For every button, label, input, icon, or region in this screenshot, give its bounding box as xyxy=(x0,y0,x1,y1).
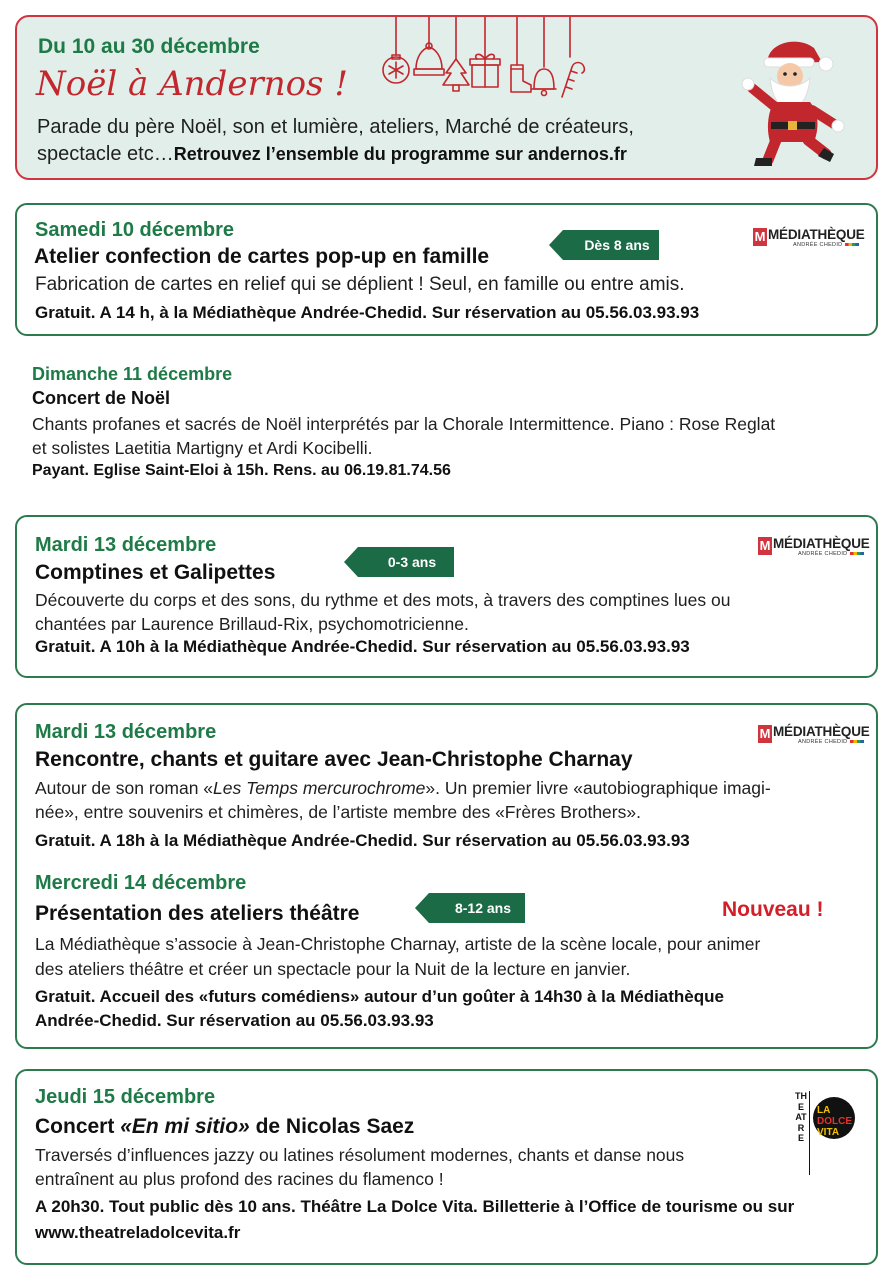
event-6-body-2: entraînent au plus profond des racines du flamenco ! xyxy=(35,1169,444,1189)
event-4-title: Rencontre, chants et guitare avec Jean-Christophe Charnay xyxy=(35,748,633,771)
program-link[interactable]: Retrouvez l’ensemble du programme sur andernos.fr xyxy=(173,144,627,164)
event-2-body-1: Chants profanes et sacrés de Noël interprétés par la Chorale Intermittence. Piano : Rose Reglat xyxy=(32,414,776,434)
event-5-title: Présentation des ateliers théâtre xyxy=(35,902,360,925)
theatre-logo-la: LA xyxy=(817,1105,831,1116)
age-badge-e3: 0-3 ans xyxy=(358,547,454,577)
theatre-vertical-label: THEATRE xyxy=(795,1091,807,1143)
event-4-info: Gratuit. A 18h à la Médiathèque Andrée-Chedid. Sur réservation au 05.56.03.93.93 xyxy=(35,831,690,850)
new-label: Nouveau ! xyxy=(722,898,824,921)
event-4-date: Mardi 13 décembre xyxy=(35,721,217,743)
mediatheque-logo-sub: ANDRÉE CHEDID xyxy=(798,739,848,745)
age-badge-e1: Dès 8 ans xyxy=(563,230,659,260)
event-6-info-1: A 20h30. Tout public dès 10 ans. Théâtre La Dolce Vita. Billetterie à l’Office de tourisme ou sur xyxy=(35,1197,795,1216)
event-4-body-1 xyxy=(35,776,771,801)
mediatheque-logo-dots xyxy=(850,740,864,743)
event-6-title-a: Concert xyxy=(35,1115,121,1138)
event-6-title xyxy=(35,1115,414,1139)
mediatheque-logo-e3 xyxy=(758,535,870,559)
event-1-info: Gratuit. A 14 h, à la Médiathèque Andrée-Chedid. Sur réservation au 05.56.03.93.93 xyxy=(35,303,700,322)
event-6-body-1: Traversés d’influences jazzy ou latines résolument modernes, chants et danse nous xyxy=(35,1145,685,1165)
event-2-date: Dimanche 11 décembre xyxy=(32,364,233,384)
event-1-date: Samedi 10 décembre xyxy=(35,219,234,241)
age-badge-e5: 8-12 ans xyxy=(429,893,525,923)
mediatheque-logo-letter: M xyxy=(759,726,771,741)
event-4-body-2: née», entre souvenirs et chimères, de l’artiste membre des «Frères Brothers». xyxy=(35,802,641,822)
event-5-body-2: des ateliers théâtre et créer un spectacle pour la Nuit de la lecture en janvier. xyxy=(35,959,631,979)
event-2-title: Concert de Noël xyxy=(32,388,171,408)
mediatheque-logo-e4 xyxy=(758,723,870,747)
event-2-body-2: et solistes Laetitia Martigny et Ardi Kocibelli. xyxy=(32,438,373,458)
mediatheque-logo-letter: M xyxy=(759,538,771,553)
christmas-ornaments-icon xyxy=(376,17,594,99)
theatre-logo-vita: VITA xyxy=(817,1127,840,1138)
event-3-date: Mardi 13 décembre xyxy=(35,534,217,556)
santa-claus-icon xyxy=(738,30,850,170)
mediatheque-logo-main: MÉDIATHÈQUE xyxy=(768,227,865,242)
event-5-date: Mercredi 14 décembre xyxy=(35,872,247,894)
mediatheque-logo-letter: M xyxy=(754,229,766,244)
event-3-info: Gratuit. A 10h à la Médiathèque Andrée-Chedid. Sur réservation au 05.56.03.93.93 xyxy=(35,637,690,656)
event-6-date: Jeudi 15 décembre xyxy=(35,1086,216,1108)
event-6-title-b: de Nicolas Saez xyxy=(249,1115,415,1138)
mediatheque-logo-e1 xyxy=(753,226,865,250)
theatre-logo-dolce: DOLCE xyxy=(817,1116,852,1127)
event-1-title: Atelier confection de cartes pop-up en famille xyxy=(34,245,490,268)
book-title: Les Temps mercurochrome xyxy=(213,778,426,798)
banner-dates: Du 10 au 30 décembre xyxy=(38,35,260,58)
mediatheque-logo-dots xyxy=(850,552,864,555)
event-5-info-1: Gratuit. Accueil des «futurs comédiens» autour d’un goûter à 14h30 à la Médiathèque xyxy=(35,987,724,1006)
event-4-body-1-b: ». Un premier livre «autobiographique imagi- xyxy=(425,778,771,798)
event-3-body-1: Découverte du corps et des sons, du rythme et des mots, à travers des comptines lues ou xyxy=(35,590,731,610)
mediatheque-logo-main: MÉDIATHÈQUE xyxy=(773,724,870,739)
theatre-la-dolce-vita-logo xyxy=(795,1091,857,1175)
event-3-body-2: chantées par Laurence Brillaud-Rix, psychomotricienne. xyxy=(35,614,469,634)
mediatheque-logo-sub: ANDRÉE CHEDID xyxy=(798,551,848,557)
theatre-website-link[interactable]: www.theatreladolcevita.fr xyxy=(35,1223,241,1242)
event-3-title: Comptines et Galipettes xyxy=(35,561,276,584)
event-4-body-1-a: Autour de son roman « xyxy=(35,778,214,798)
event-5-body-1: La Médiathèque s’associe à Jean-Christophe Charnay, artiste de la scène locale, pour animer xyxy=(35,934,761,954)
mediatheque-logo-main: MÉDIATHÈQUE xyxy=(773,536,870,551)
event-5-info-2: Andrée-Chedid. Sur réservation au 05.56.03.93.93 xyxy=(35,1011,434,1030)
event-1-body: Fabrication de cartes en relief qui se déplient ! Seul, en famille ou entre amis. xyxy=(35,274,685,295)
banner-line-2 xyxy=(37,140,627,168)
banner-title: Noël à Andernos ! xyxy=(36,64,348,104)
event-2-info: Payant. Eglise Saint-Eloi à 15h. Rens. au 06.19.81.74.56 xyxy=(32,462,451,479)
mediatheque-logo-sub: ANDRÉE CHEDID xyxy=(793,242,843,248)
banner-line-1: Parade du père Noël, son et lumière, ateliers, Marché de créateurs, xyxy=(37,116,634,138)
concert-name: «En mi sitio» xyxy=(120,1115,250,1138)
banner-line-2-text: spectacle etc… xyxy=(37,143,174,165)
mediatheque-logo-dots xyxy=(845,243,859,246)
theatre-logo-divider xyxy=(809,1091,810,1175)
